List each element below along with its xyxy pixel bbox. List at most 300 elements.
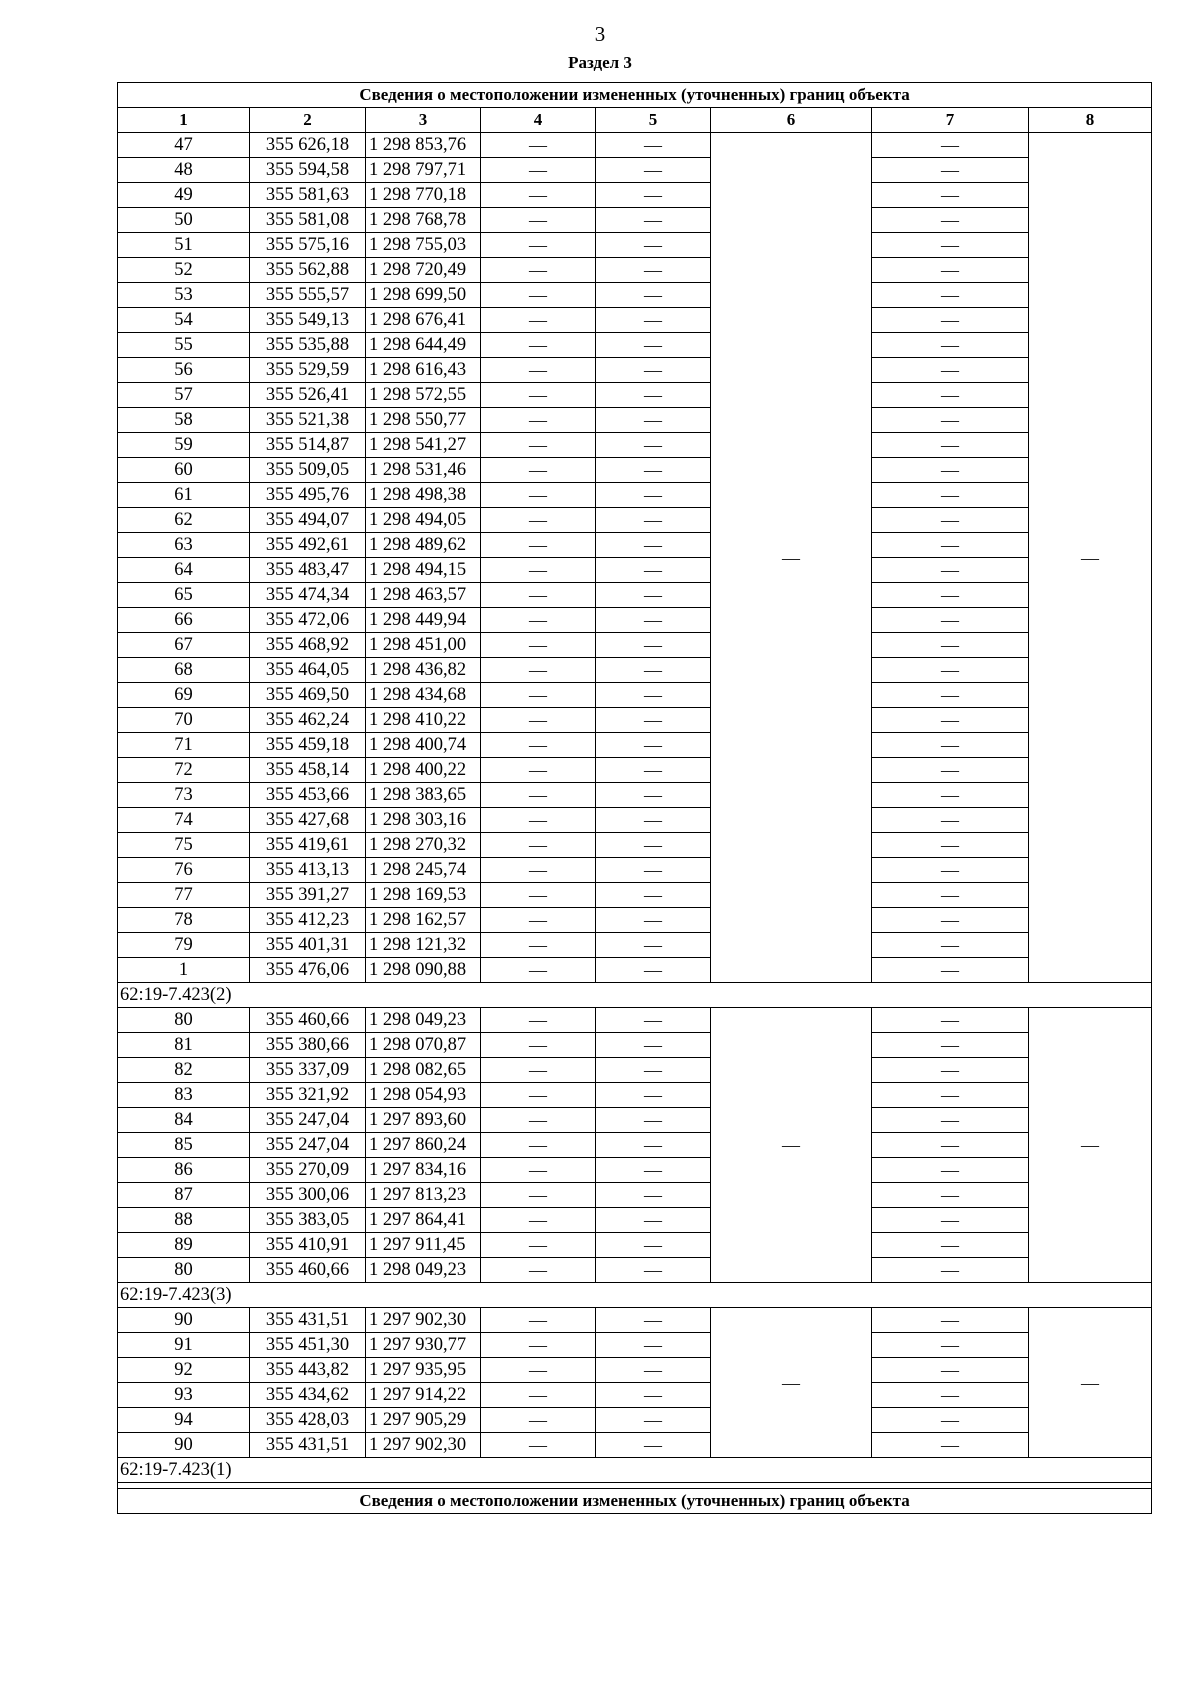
column-7-value: — <box>872 1133 1029 1158</box>
x-coordinate: 355 401,31 <box>250 933 366 958</box>
y-coordinate: 1 298 070,87 <box>366 1033 481 1058</box>
column-7-value: — <box>872 933 1029 958</box>
column-7-value: — <box>872 608 1029 633</box>
column-7-value: — <box>872 808 1029 833</box>
y-coordinate: 1 297 905,29 <box>366 1408 481 1433</box>
table-row <box>118 158 1152 183</box>
column-5-value: — <box>596 333 711 358</box>
x-coordinate: 355 494,07 <box>250 508 366 533</box>
x-coordinate: 355 581,63 <box>250 183 366 208</box>
point-number: 55 <box>118 333 250 358</box>
x-coordinate: 355 594,58 <box>250 158 366 183</box>
point-number: 88 <box>118 1208 250 1233</box>
column-4-value: — <box>481 433 596 458</box>
point-number: 64 <box>118 558 250 583</box>
point-number: 93 <box>118 1383 250 1408</box>
table-row <box>118 1408 1152 1433</box>
column-7-value: — <box>872 483 1029 508</box>
column-5-value: — <box>596 133 711 158</box>
column-5-value: — <box>596 558 711 583</box>
column-4-value: — <box>481 458 596 483</box>
column-4-value: — <box>481 1408 596 1433</box>
x-coordinate: 355 380,66 <box>250 1033 366 1058</box>
column-number: 1 <box>118 108 250 133</box>
x-coordinate: 355 434,62 <box>250 1383 366 1408</box>
x-coordinate: 355 495,76 <box>250 483 366 508</box>
y-coordinate: 1 297 893,60 <box>366 1108 481 1133</box>
column-5-value: — <box>596 1058 711 1083</box>
column-5-value: — <box>596 1133 711 1158</box>
point-number: 89 <box>118 1233 250 1258</box>
column-number: 5 <box>596 108 711 133</box>
point-number: 62 <box>118 508 250 533</box>
point-number: 85 <box>118 1133 250 1158</box>
column-7-value: — <box>872 1333 1029 1358</box>
column-5-value: — <box>596 283 711 308</box>
column-4-value: — <box>481 1383 596 1408</box>
y-coordinate: 1 298 090,88 <box>366 958 481 983</box>
column-4-value: — <box>481 958 596 983</box>
column-4-value: — <box>481 1158 596 1183</box>
x-coordinate: 355 410,91 <box>250 1233 366 1258</box>
column-5-value: — <box>596 208 711 233</box>
y-coordinate: 1 298 049,23 <box>366 1008 481 1033</box>
column-5-value: — <box>596 1183 711 1208</box>
table-row <box>118 458 1152 483</box>
parcel-label: 62:19-7.423(2) <box>118 983 1152 1008</box>
column-5-value: — <box>596 708 711 733</box>
column-5-value: — <box>596 1158 711 1183</box>
column-4-value: — <box>481 1108 596 1133</box>
table-row <box>118 633 1152 658</box>
table-row <box>118 958 1152 983</box>
table-row <box>118 1133 1152 1158</box>
column-5-value: — <box>596 633 711 658</box>
table-row <box>118 708 1152 733</box>
column-5-value: — <box>596 1208 711 1233</box>
y-coordinate: 1 298 676,41 <box>366 308 481 333</box>
column-4-value: — <box>481 483 596 508</box>
column-7-value: — <box>872 333 1029 358</box>
table-row <box>118 1208 1152 1233</box>
column-7-value: — <box>872 508 1029 533</box>
x-coordinate: 355 300,06 <box>250 1183 366 1208</box>
table-title: Сведения о местоположении измененных (уточненных) границ объекта <box>118 83 1152 108</box>
point-number: 78 <box>118 908 250 933</box>
table-row <box>118 558 1152 583</box>
column-4-value: — <box>481 1308 596 1333</box>
column-7-value: — <box>872 1008 1029 1033</box>
column-7-value: — <box>872 1208 1029 1233</box>
point-number: 67 <box>118 633 250 658</box>
column-4-value: — <box>481 808 596 833</box>
table-row <box>118 258 1152 283</box>
column-4-value: — <box>481 1133 596 1158</box>
column-4-value: — <box>481 683 596 708</box>
column-5-value: — <box>596 958 711 983</box>
column-4-value: — <box>481 933 596 958</box>
column-5-value: — <box>596 158 711 183</box>
y-coordinate: 1 297 813,23 <box>366 1183 481 1208</box>
point-number: 91 <box>118 1333 250 1358</box>
column-5-value: — <box>596 1333 711 1358</box>
point-number: 61 <box>118 483 250 508</box>
column-7-value: — <box>872 958 1029 983</box>
y-coordinate: 1 298 644,49 <box>366 333 481 358</box>
table-row <box>118 908 1152 933</box>
point-number: 1 <box>118 958 250 983</box>
column-5-value: — <box>596 383 711 408</box>
point-number: 54 <box>118 308 250 333</box>
column-7-value: — <box>872 1158 1029 1183</box>
page-number: 3 <box>594 22 606 46</box>
point-number: 58 <box>118 408 250 433</box>
x-coordinate: 355 427,68 <box>250 808 366 833</box>
column-4-value: — <box>481 608 596 633</box>
column-4-value: — <box>481 158 596 183</box>
table-row <box>118 1158 1152 1183</box>
column-number: 4 <box>481 108 596 133</box>
column-4-value: — <box>481 183 596 208</box>
column-7-value: — <box>872 1033 1029 1058</box>
point-number: 63 <box>118 533 250 558</box>
x-coordinate: 355 413,13 <box>250 858 366 883</box>
table-row <box>118 658 1152 683</box>
column-5-value: — <box>596 433 711 458</box>
column-8-value: — <box>1029 1008 1152 1283</box>
column-7-value: — <box>872 233 1029 258</box>
y-coordinate: 1 298 463,57 <box>366 583 481 608</box>
column-7-value: — <box>872 558 1029 583</box>
table-row <box>118 1358 1152 1383</box>
column-5-value: — <box>596 1008 711 1033</box>
table-title-row <box>118 83 1152 108</box>
column-5-value: — <box>596 1083 711 1108</box>
table-row <box>118 1233 1152 1258</box>
column-5-value: — <box>596 183 711 208</box>
coordinates-table <box>117 82 1152 1514</box>
column-5-value: — <box>596 358 711 383</box>
y-coordinate: 1 297 914,22 <box>366 1383 481 1408</box>
x-coordinate: 355 451,30 <box>250 1333 366 1358</box>
x-coordinate: 355 472,06 <box>250 608 366 633</box>
column-4-value: — <box>481 1358 596 1383</box>
column-5-value: — <box>596 783 711 808</box>
point-number: 69 <box>118 683 250 708</box>
x-coordinate: 355 459,18 <box>250 733 366 758</box>
y-coordinate: 1 298 082,65 <box>366 1058 481 1083</box>
point-number: 51 <box>118 233 250 258</box>
point-number: 90 <box>118 1308 250 1333</box>
y-coordinate: 1 298 434,68 <box>366 683 481 708</box>
point-number: 48 <box>118 158 250 183</box>
column-6-value: — <box>711 1308 872 1458</box>
y-coordinate: 1 298 049,23 <box>366 1258 481 1283</box>
column-7-value: — <box>872 133 1029 158</box>
x-coordinate: 355 431,51 <box>250 1433 366 1458</box>
column-5-value: — <box>596 833 711 858</box>
x-coordinate: 355 431,51 <box>250 1308 366 1333</box>
column-7-value: — <box>872 1408 1029 1433</box>
y-coordinate: 1 298 303,16 <box>366 808 481 833</box>
column-5-value: — <box>596 258 711 283</box>
point-number: 94 <box>118 1408 250 1433</box>
table-row <box>118 533 1152 558</box>
table-row <box>118 1433 1152 1458</box>
column-5-value: — <box>596 883 711 908</box>
y-coordinate: 1 298 436,82 <box>366 658 481 683</box>
column-7-value: — <box>872 1258 1029 1283</box>
x-coordinate: 355 468,92 <box>250 633 366 658</box>
column-8-value: — <box>1029 133 1152 983</box>
x-coordinate: 355 562,88 <box>250 258 366 283</box>
x-coordinate: 355 419,61 <box>250 833 366 858</box>
column-5-value: — <box>596 733 711 758</box>
column-4-value: — <box>481 308 596 333</box>
column-5-value: — <box>596 933 711 958</box>
column-7-value: — <box>872 1308 1029 1333</box>
y-coordinate: 1 298 169,53 <box>366 883 481 908</box>
y-coordinate: 1 298 410,22 <box>366 708 481 733</box>
x-coordinate: 355 575,16 <box>250 233 366 258</box>
x-coordinate: 355 391,27 <box>250 883 366 908</box>
table-row <box>118 133 1152 158</box>
x-coordinate: 355 321,92 <box>250 1083 366 1108</box>
x-coordinate: 355 460,66 <box>250 1008 366 1033</box>
point-number: 79 <box>118 933 250 958</box>
column-number-row <box>118 108 1152 133</box>
point-number: 60 <box>118 458 250 483</box>
column-4-value: — <box>481 358 596 383</box>
column-5-value: — <box>596 908 711 933</box>
column-4-value: — <box>481 1233 596 1258</box>
x-coordinate: 355 526,41 <box>250 383 366 408</box>
column-4-value: — <box>481 1058 596 1083</box>
x-coordinate: 355 529,59 <box>250 358 366 383</box>
column-5-value: — <box>596 608 711 633</box>
x-coordinate: 355 337,09 <box>250 1058 366 1083</box>
column-7-value: — <box>872 283 1029 308</box>
table-row <box>118 683 1152 708</box>
table-title-row <box>118 1489 1152 1514</box>
point-number: 56 <box>118 358 250 383</box>
x-coordinate: 355 247,04 <box>250 1108 366 1133</box>
column-4-value: — <box>481 758 596 783</box>
x-coordinate: 355 549,13 <box>250 308 366 333</box>
parcel-label-row <box>118 1283 1152 1308</box>
column-7-value: — <box>872 883 1029 908</box>
x-coordinate: 355 270,09 <box>250 1158 366 1183</box>
y-coordinate: 1 298 531,46 <box>366 458 481 483</box>
y-coordinate: 1 298 616,43 <box>366 358 481 383</box>
column-4-value: — <box>481 533 596 558</box>
column-5-value: — <box>596 1233 711 1258</box>
table-row <box>118 433 1152 458</box>
column-7-value: — <box>872 858 1029 883</box>
column-4-value: — <box>481 508 596 533</box>
y-coordinate: 1 297 860,24 <box>366 1133 481 1158</box>
table-row <box>118 1058 1152 1083</box>
table-row <box>118 333 1152 358</box>
x-coordinate: 355 509,05 <box>250 458 366 483</box>
point-number: 47 <box>118 133 250 158</box>
column-4-value: — <box>481 908 596 933</box>
column-7-value: — <box>872 1358 1029 1383</box>
column-7-value: — <box>872 458 1029 483</box>
column-4-value: — <box>481 733 596 758</box>
table-row <box>118 1083 1152 1108</box>
point-number: 72 <box>118 758 250 783</box>
table-row <box>118 383 1152 408</box>
table-row <box>118 1183 1152 1208</box>
column-5-value: — <box>596 683 711 708</box>
point-number: 92 <box>118 1358 250 1383</box>
y-coordinate: 1 297 911,45 <box>366 1233 481 1258</box>
table-row <box>118 1383 1152 1408</box>
column-7-value: — <box>872 308 1029 333</box>
column-5-value: — <box>596 758 711 783</box>
x-coordinate: 355 464,05 <box>250 658 366 683</box>
point-number: 90 <box>118 1433 250 1458</box>
point-number: 80 <box>118 1008 250 1033</box>
point-number: 70 <box>118 708 250 733</box>
column-4-value: — <box>481 708 596 733</box>
table-row <box>118 1108 1152 1133</box>
column-7-value: — <box>872 208 1029 233</box>
x-coordinate: 355 483,47 <box>250 558 366 583</box>
table-row <box>118 1333 1152 1358</box>
parcel-label-row <box>118 1458 1152 1483</box>
parcel-label: 62:19-7.423(3) <box>118 1283 1152 1308</box>
table-row <box>118 408 1152 433</box>
column-4-value: — <box>481 583 596 608</box>
column-7-value: — <box>872 1383 1029 1408</box>
point-number: 71 <box>118 733 250 758</box>
point-number: 49 <box>118 183 250 208</box>
table-row <box>118 308 1152 333</box>
y-coordinate: 1 297 864,41 <box>366 1208 481 1233</box>
column-4-value: — <box>481 1083 596 1108</box>
y-coordinate: 1 298 270,32 <box>366 833 481 858</box>
y-coordinate: 1 298 699,50 <box>366 283 481 308</box>
x-coordinate: 355 626,18 <box>250 133 366 158</box>
x-coordinate: 355 469,50 <box>250 683 366 708</box>
column-7-value: — <box>872 583 1029 608</box>
y-coordinate: 1 298 489,62 <box>366 533 481 558</box>
x-coordinate: 355 383,05 <box>250 1208 366 1233</box>
y-coordinate: 1 298 494,15 <box>366 558 481 583</box>
table-row <box>118 883 1152 908</box>
column-7-value: — <box>872 1233 1029 1258</box>
y-coordinate: 1 298 400,22 <box>366 758 481 783</box>
table-row <box>118 1308 1152 1333</box>
x-coordinate: 355 521,38 <box>250 408 366 433</box>
column-4-value: — <box>481 383 596 408</box>
point-number: 81 <box>118 1033 250 1058</box>
y-coordinate: 1 298 121,32 <box>366 933 481 958</box>
table-row <box>118 733 1152 758</box>
y-coordinate: 1 298 245,74 <box>366 858 481 883</box>
x-coordinate: 355 247,04 <box>250 1133 366 1158</box>
y-coordinate: 1 297 935,95 <box>366 1358 481 1383</box>
y-coordinate: 1 297 930,77 <box>366 1333 481 1358</box>
table-row <box>118 508 1152 533</box>
table-row <box>118 283 1152 308</box>
column-4-value: — <box>481 1433 596 1458</box>
point-number: 75 <box>118 833 250 858</box>
column-7-value: — <box>872 433 1029 458</box>
column-7-value: — <box>872 1058 1029 1083</box>
x-coordinate: 355 581,08 <box>250 208 366 233</box>
table-row <box>118 1258 1152 1283</box>
y-coordinate: 1 298 755,03 <box>366 233 481 258</box>
column-7-value: — <box>872 1108 1029 1133</box>
column-4-value: — <box>481 1008 596 1033</box>
column-7-value: — <box>872 683 1029 708</box>
column-7-value: — <box>872 158 1029 183</box>
y-coordinate: 1 298 451,00 <box>366 633 481 658</box>
column-5-value: — <box>596 1408 711 1433</box>
y-coordinate: 1 297 834,16 <box>366 1158 481 1183</box>
point-number: 66 <box>118 608 250 633</box>
point-number: 84 <box>118 1108 250 1133</box>
column-4-value: — <box>481 633 596 658</box>
column-number: 6 <box>711 108 872 133</box>
x-coordinate: 355 453,66 <box>250 783 366 808</box>
table-row <box>118 608 1152 633</box>
column-5-value: — <box>596 1258 711 1283</box>
y-coordinate: 1 298 853,76 <box>366 133 481 158</box>
table-row <box>118 783 1152 808</box>
column-4-value: — <box>481 783 596 808</box>
column-7-value: — <box>872 1083 1029 1108</box>
parcel-label: 62:19-7.423(1) <box>118 1458 1152 1483</box>
x-coordinate: 355 458,14 <box>250 758 366 783</box>
table-row <box>118 833 1152 858</box>
column-4-value: — <box>481 658 596 683</box>
table-row <box>118 858 1152 883</box>
point-number: 86 <box>118 1158 250 1183</box>
point-number: 50 <box>118 208 250 233</box>
table-row <box>118 1008 1152 1033</box>
y-coordinate: 1 298 400,74 <box>366 733 481 758</box>
point-number: 53 <box>118 283 250 308</box>
table-row <box>118 933 1152 958</box>
column-5-value: — <box>596 1308 711 1333</box>
y-coordinate: 1 298 498,38 <box>366 483 481 508</box>
table-row <box>118 358 1152 383</box>
column-number: 7 <box>872 108 1029 133</box>
column-4-value: — <box>481 333 596 358</box>
point-number: 73 <box>118 783 250 808</box>
table-row <box>118 483 1152 508</box>
table-title: Сведения о местоположении измененных (уточненных) границ объекта <box>118 1489 1152 1514</box>
column-7-value: — <box>872 708 1029 733</box>
column-4-value: — <box>481 208 596 233</box>
column-5-value: — <box>596 308 711 333</box>
column-4-value: — <box>481 1333 596 1358</box>
y-coordinate: 1 298 572,55 <box>366 383 481 408</box>
x-coordinate: 355 460,66 <box>250 1258 366 1283</box>
point-number: 74 <box>118 808 250 833</box>
column-5-value: — <box>596 658 711 683</box>
y-coordinate: 1 298 383,65 <box>366 783 481 808</box>
column-5-value: — <box>596 233 711 258</box>
column-5-value: — <box>596 808 711 833</box>
column-8-value: — <box>1029 1308 1152 1458</box>
parcel-label-row <box>118 983 1152 1008</box>
column-6-value: — <box>711 133 872 983</box>
